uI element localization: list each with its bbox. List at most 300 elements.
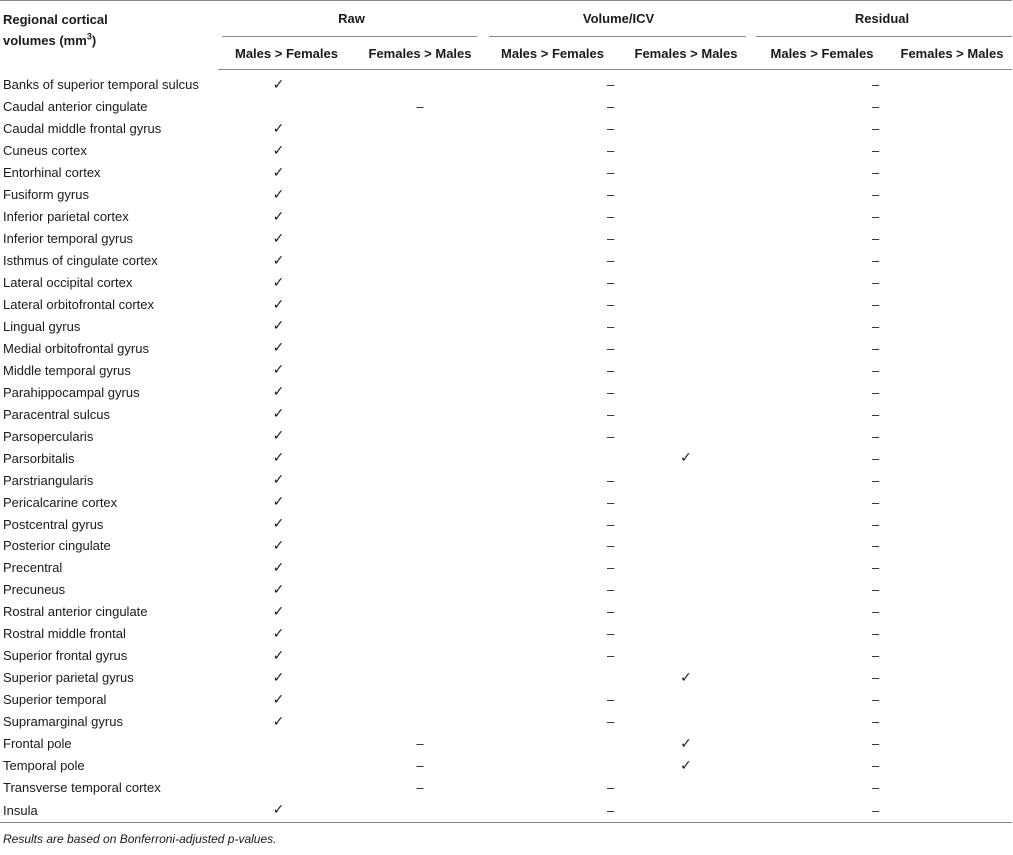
raw-females-gt-males	[355, 315, 485, 337]
raw-males-gt-females	[218, 755, 355, 777]
dash-mark: –	[872, 406, 880, 422]
res-females-gt-males	[892, 250, 1012, 272]
raw-females-gt-males	[355, 447, 485, 469]
table-row	[0, 359, 1012, 381]
dash-mark: –	[607, 384, 615, 400]
raw-males-gt-females	[218, 623, 355, 645]
vol-males-gt-females	[485, 96, 620, 118]
vol-females-gt-males	[620, 403, 752, 425]
res-females-gt-males	[892, 469, 1012, 491]
region-name: Lingual gyrus	[3, 318, 81, 334]
res-males-gt-females	[752, 733, 892, 755]
table-row	[0, 425, 1012, 447]
dash-mark: –	[607, 538, 615, 554]
table-row	[0, 689, 1012, 711]
table-row	[0, 403, 1012, 425]
vol-females-gt-males	[620, 777, 752, 799]
raw-males-gt-females	[218, 140, 355, 162]
vol-females-gt-males	[620, 798, 752, 823]
vol-males-gt-females	[485, 777, 620, 799]
raw-males-gt-females	[218, 250, 355, 272]
raw-males-gt-females	[218, 491, 355, 513]
vol-females-gt-males	[620, 272, 752, 294]
vol-males-gt-females	[485, 425, 620, 447]
res-males-gt-females	[752, 798, 892, 823]
vol-males-gt-females	[485, 755, 620, 777]
res-females-gt-males	[892, 206, 1012, 228]
raw-females-gt-males	[355, 601, 485, 623]
raw-males-gt-females	[218, 184, 355, 206]
table-row	[0, 381, 1012, 403]
table-row	[0, 184, 1012, 206]
res-females-gt-males	[892, 689, 1012, 711]
vol-males-gt-females	[485, 294, 620, 316]
vol-males-gt-females	[485, 250, 620, 272]
dash-mark: –	[607, 77, 615, 93]
vol-females-gt-males	[620, 381, 752, 403]
res-males-gt-females	[752, 294, 892, 316]
res-females-gt-males	[892, 447, 1012, 469]
raw-females-gt-males	[355, 469, 485, 491]
res-females-gt-males	[892, 623, 1012, 645]
vol-males-gt-females	[485, 513, 620, 535]
dash-mark: –	[872, 121, 880, 137]
raw-males-gt-females	[218, 294, 355, 316]
table-row	[0, 601, 1012, 623]
dash-mark: –	[416, 779, 424, 795]
vol-females-gt-males	[620, 491, 752, 513]
table-row	[0, 667, 1012, 689]
res-females-gt-males	[892, 96, 1012, 118]
raw-females-gt-males	[355, 513, 485, 535]
group-header-volume-icv	[485, 1, 752, 38]
raw-females-gt-males	[355, 381, 485, 403]
res-females-gt-males	[892, 557, 1012, 579]
check-mark-icon: ✓	[272, 120, 285, 137]
dash-mark: –	[872, 209, 880, 225]
region-name: Parstriangularis	[3, 472, 94, 488]
region-name: Middle temporal gyrus	[3, 362, 131, 378]
table-row	[0, 315, 1012, 337]
table-row	[0, 557, 1012, 579]
check-mark-icon: ✓	[272, 318, 285, 335]
raw-males-gt-females	[218, 272, 355, 294]
res-females-gt-males	[892, 315, 1012, 337]
raw-males-gt-females	[218, 469, 355, 491]
table-row	[0, 447, 1012, 469]
region-name: Banks of superior temporal sulcus	[3, 77, 199, 93]
raw-males-gt-females	[218, 337, 355, 359]
check-mark-icon: ✓	[272, 603, 285, 620]
subheader-res-males-females: Males > Females	[752, 37, 892, 70]
vol-females-gt-males	[620, 469, 752, 491]
raw-males-gt-females	[218, 425, 355, 447]
region-name: Isthmus of cingulate cortex	[3, 253, 158, 269]
vol-males-gt-females	[485, 601, 620, 623]
dash-mark: –	[607, 428, 615, 444]
res-females-gt-males	[892, 294, 1012, 316]
vol-males-gt-females	[485, 70, 620, 96]
raw-females-gt-males	[355, 425, 485, 447]
res-females-gt-males	[892, 601, 1012, 623]
dash-mark: –	[872, 165, 880, 181]
table-body	[0, 70, 1012, 823]
dash-mark: –	[872, 472, 880, 488]
res-males-gt-females	[752, 579, 892, 601]
vol-males-gt-females	[485, 469, 620, 491]
group-label-volume-icv: Volume/ICV	[582, 11, 655, 26]
res-males-gt-females	[752, 513, 892, 535]
check-mark-icon: ✓	[272, 713, 285, 730]
raw-males-gt-females	[218, 579, 355, 601]
dash-mark: –	[607, 253, 615, 269]
region-name: Temporal pole	[3, 758, 85, 774]
dash-mark: –	[872, 626, 880, 642]
vol-females-gt-males	[620, 535, 752, 557]
vol-females-gt-males	[620, 513, 752, 535]
vol-females-gt-males	[620, 162, 752, 184]
res-females-gt-males	[892, 535, 1012, 557]
table-row	[0, 491, 1012, 513]
dash-mark: –	[872, 779, 880, 795]
raw-males-gt-females	[218, 447, 355, 469]
region-name: Rostral anterior cingulate	[3, 604, 148, 620]
res-males-gt-females	[752, 403, 892, 425]
dash-mark: –	[607, 779, 615, 795]
vol-females-gt-males	[620, 447, 752, 469]
vol-males-gt-females	[485, 623, 620, 645]
region-name: Insula	[0, 798, 218, 823]
region-name: Parahippocampal gyrus	[3, 384, 140, 400]
vol-males-gt-females	[485, 733, 620, 755]
region-name: Lateral occipital cortex	[3, 275, 133, 291]
res-males-gt-females	[752, 755, 892, 777]
res-males-gt-females	[752, 140, 892, 162]
raw-females-gt-males	[355, 337, 485, 359]
table-row	[0, 579, 1012, 601]
dash-mark: –	[607, 340, 615, 356]
check-mark-icon: ✓	[680, 450, 692, 467]
raw-females-gt-males	[355, 118, 485, 140]
corner-header-sup: 3	[86, 31, 92, 42]
raw-females-gt-males	[355, 667, 485, 689]
vol-males-gt-females	[485, 403, 620, 425]
raw-males-gt-females	[218, 777, 355, 799]
dash-mark: –	[607, 516, 615, 532]
group-header-residual	[752, 1, 1012, 38]
table-row	[0, 337, 1012, 359]
dash-mark: –	[872, 428, 880, 444]
vol-females-gt-males	[620, 601, 752, 623]
raw-females-gt-males	[355, 557, 485, 579]
check-mark-icon: ✓	[272, 230, 285, 247]
raw-females-gt-males	[355, 70, 485, 96]
table-row	[0, 272, 1012, 294]
vol-females-gt-males	[620, 140, 752, 162]
vol-females-gt-males	[620, 184, 752, 206]
region-name: Entorhinal cortex	[3, 165, 101, 181]
region-name: Posterior cingulate	[3, 538, 111, 554]
corner-header-line1: Regional cortical	[3, 12, 108, 27]
dash-mark: –	[607, 275, 615, 291]
raw-males-gt-females	[218, 96, 355, 118]
raw-males-gt-females	[218, 711, 355, 733]
raw-males-gt-females	[218, 206, 355, 228]
vol-females-gt-males	[620, 425, 752, 447]
table-row	[0, 535, 1012, 557]
check-mark-icon: ✓	[272, 164, 285, 181]
res-females-gt-males	[892, 162, 1012, 184]
dash-mark: –	[607, 802, 615, 818]
res-males-gt-females	[752, 535, 892, 557]
region-name: Frontal pole	[3, 736, 72, 752]
dash-mark: –	[872, 538, 880, 554]
check-mark-icon: ✓	[272, 186, 285, 203]
res-males-gt-females	[752, 689, 892, 711]
dash-mark: –	[872, 143, 880, 159]
table-row	[0, 733, 1012, 755]
dash-mark: –	[607, 297, 615, 312]
res-females-gt-males	[892, 403, 1012, 425]
dash-mark: –	[607, 406, 615, 422]
raw-females-gt-males	[355, 294, 485, 316]
table-row	[0, 623, 1012, 645]
region-name: Caudal middle frontal gyrus	[3, 121, 162, 137]
table-row	[0, 96, 1012, 118]
res-males-gt-females	[752, 425, 892, 447]
table-row	[0, 755, 1012, 777]
res-females-gt-males	[892, 798, 1012, 823]
vol-females-gt-males	[620, 667, 752, 689]
res-males-gt-females	[752, 667, 892, 689]
table-footnote: Results are based on Bonferroni-adjusted p-values.	[3, 832, 277, 847]
res-males-gt-females	[752, 206, 892, 228]
dash-mark: –	[872, 187, 880, 203]
raw-females-gt-males	[355, 359, 485, 381]
raw-females-gt-males	[355, 755, 485, 777]
dash-mark: –	[872, 362, 880, 378]
dash-mark: –	[872, 516, 880, 532]
raw-males-gt-females	[218, 557, 355, 579]
vol-males-gt-females	[485, 272, 620, 294]
res-males-gt-females	[752, 601, 892, 623]
res-males-gt-females	[752, 623, 892, 645]
vol-males-gt-females	[485, 315, 620, 337]
check-mark-icon: ✓	[272, 537, 285, 554]
res-males-gt-females	[752, 228, 892, 250]
res-females-gt-males	[892, 755, 1012, 777]
check-mark-icon: ✓	[272, 581, 285, 598]
dash-mark: –	[872, 560, 880, 576]
res-females-gt-males	[892, 337, 1012, 359]
region-name: Lateral orbitofrontal cortex	[3, 297, 155, 312]
dash-mark: –	[872, 77, 880, 93]
vol-males-gt-females	[485, 579, 620, 601]
dash-mark: –	[607, 143, 615, 159]
raw-males-gt-females	[218, 798, 355, 823]
raw-females-gt-males	[355, 711, 485, 733]
dash-mark: –	[416, 758, 424, 774]
dash-mark: –	[416, 736, 424, 752]
table-row	[0, 798, 1012, 823]
check-mark-icon: ✓	[272, 691, 285, 708]
check-mark-icon: ✓	[272, 252, 285, 269]
res-females-gt-males	[892, 272, 1012, 294]
dash-mark: –	[607, 231, 615, 247]
vol-females-gt-males	[620, 557, 752, 579]
region-name: Inferior temporal gyrus	[3, 231, 134, 247]
vol-males-gt-females	[485, 140, 620, 162]
vol-males-gt-females	[485, 118, 620, 140]
res-females-gt-males	[892, 184, 1012, 206]
check-mark-icon: ✓	[272, 428, 285, 445]
raw-males-gt-females	[218, 403, 355, 425]
res-females-gt-males	[892, 491, 1012, 513]
raw-males-gt-females	[218, 667, 355, 689]
check-mark-icon: ✓	[680, 669, 692, 686]
raw-males-gt-females	[218, 601, 355, 623]
region-name: Supramarginal gyrus	[3, 714, 123, 730]
corner-header-line2: volumes (mm	[3, 33, 87, 48]
region-name: Superior frontal gyrus	[3, 648, 128, 664]
region-name: Cuneus cortex	[3, 143, 87, 159]
raw-males-gt-females	[218, 689, 355, 711]
dash-mark: –	[872, 648, 880, 664]
region-name: Superior parietal gyrus	[3, 670, 134, 686]
table-row	[0, 206, 1012, 228]
region-name: Transverse temporal cortex	[3, 779, 161, 795]
res-females-gt-males	[892, 425, 1012, 447]
vol-males-gt-females	[485, 535, 620, 557]
res-females-gt-males	[892, 579, 1012, 601]
dash-mark: –	[607, 560, 615, 576]
res-males-gt-females	[752, 381, 892, 403]
region-name: Precentral	[3, 560, 63, 576]
raw-females-gt-males	[355, 777, 485, 799]
vol-females-gt-males	[620, 733, 752, 755]
subheader-raw-males-females: Males > Females	[218, 37, 355, 70]
region-name: Inferior parietal cortex	[3, 209, 129, 225]
dash-mark: –	[872, 692, 880, 708]
res-females-gt-males	[892, 359, 1012, 381]
table-row	[0, 711, 1012, 733]
check-mark-icon: ✓	[272, 384, 285, 401]
raw-females-gt-males	[355, 272, 485, 294]
check-mark-icon: ✓	[272, 142, 285, 159]
raw-males-gt-females	[218, 513, 355, 535]
raw-females-gt-males	[355, 96, 485, 118]
table-row	[0, 250, 1012, 272]
raw-females-gt-males	[355, 184, 485, 206]
vol-females-gt-males	[620, 96, 752, 118]
res-females-gt-males	[892, 140, 1012, 162]
region-name: Parsorbitalis	[3, 450, 75, 466]
dash-mark: –	[872, 714, 880, 730]
check-mark-icon: ✓	[680, 757, 692, 774]
raw-females-gt-males	[355, 250, 485, 272]
res-females-gt-males	[892, 228, 1012, 250]
res-males-gt-females	[752, 337, 892, 359]
dash-mark: –	[872, 275, 880, 291]
vol-males-gt-females	[485, 447, 620, 469]
dash-mark: –	[872, 736, 880, 752]
table-row	[0, 162, 1012, 184]
check-mark-icon: ✓	[272, 494, 285, 511]
res-males-gt-females	[752, 491, 892, 513]
vol-females-gt-males	[620, 755, 752, 777]
res-males-gt-females	[752, 118, 892, 140]
dash-mark: –	[607, 209, 615, 225]
vol-females-gt-males	[620, 337, 752, 359]
res-males-gt-females	[752, 359, 892, 381]
res-females-gt-males	[892, 70, 1012, 96]
dash-mark: –	[607, 187, 615, 203]
region-name: Fusiform gyrus	[3, 187, 89, 203]
subheader-vol-males-females: Males > Females	[485, 37, 620, 70]
raw-males-gt-females	[218, 315, 355, 337]
dash-mark: –	[872, 253, 880, 269]
res-females-gt-males	[892, 777, 1012, 799]
group-header-raw	[218, 1, 485, 38]
dash-mark: –	[872, 758, 880, 774]
vol-females-gt-males	[620, 689, 752, 711]
raw-females-gt-males	[355, 403, 485, 425]
raw-males-gt-females	[218, 70, 355, 96]
dash-mark: –	[607, 99, 615, 115]
table-row	[0, 140, 1012, 162]
dash-mark: –	[872, 384, 880, 400]
vol-females-gt-males	[620, 294, 752, 316]
raw-males-gt-females	[218, 381, 355, 403]
region-name: Rostral middle frontal	[3, 626, 126, 642]
dash-mark: –	[607, 582, 615, 598]
dash-mark: –	[607, 318, 615, 334]
check-mark-icon: ✓	[272, 406, 285, 423]
res-males-gt-females	[752, 447, 892, 469]
region-name: Caudal anterior cingulate	[3, 99, 148, 115]
region-name: Paracentral sulcus	[3, 406, 110, 422]
raw-females-gt-males	[355, 162, 485, 184]
region-name: Medial orbitofrontal gyrus	[3, 340, 149, 356]
raw-males-gt-females	[218, 733, 355, 755]
check-mark-icon: ✓	[272, 669, 285, 686]
vol-males-gt-females	[485, 711, 620, 733]
res-females-gt-males	[892, 118, 1012, 140]
check-mark-icon: ✓	[272, 76, 285, 93]
table-row	[0, 777, 1012, 799]
res-males-gt-females	[752, 315, 892, 337]
raw-females-gt-males	[355, 798, 485, 823]
check-mark-icon: ✓	[272, 274, 285, 291]
dash-mark: –	[872, 450, 880, 466]
res-females-gt-males	[892, 645, 1012, 667]
region-name: Precuneus	[3, 582, 66, 598]
res-females-gt-males	[892, 711, 1012, 733]
check-mark-icon: ✓	[272, 559, 285, 576]
region-name: Superior temporal	[3, 692, 107, 708]
raw-females-gt-males	[355, 689, 485, 711]
res-males-gt-females	[752, 557, 892, 579]
vol-females-gt-males	[620, 118, 752, 140]
raw-females-gt-males	[355, 228, 485, 250]
raw-males-gt-females	[218, 359, 355, 381]
check-mark-icon: ✓	[272, 296, 285, 313]
dash-mark: –	[872, 604, 880, 620]
dash-mark: –	[607, 494, 615, 510]
check-mark-icon: ✓	[272, 450, 285, 467]
res-males-gt-females	[752, 184, 892, 206]
subheader-raw-females-males: Females > Males	[355, 37, 485, 70]
